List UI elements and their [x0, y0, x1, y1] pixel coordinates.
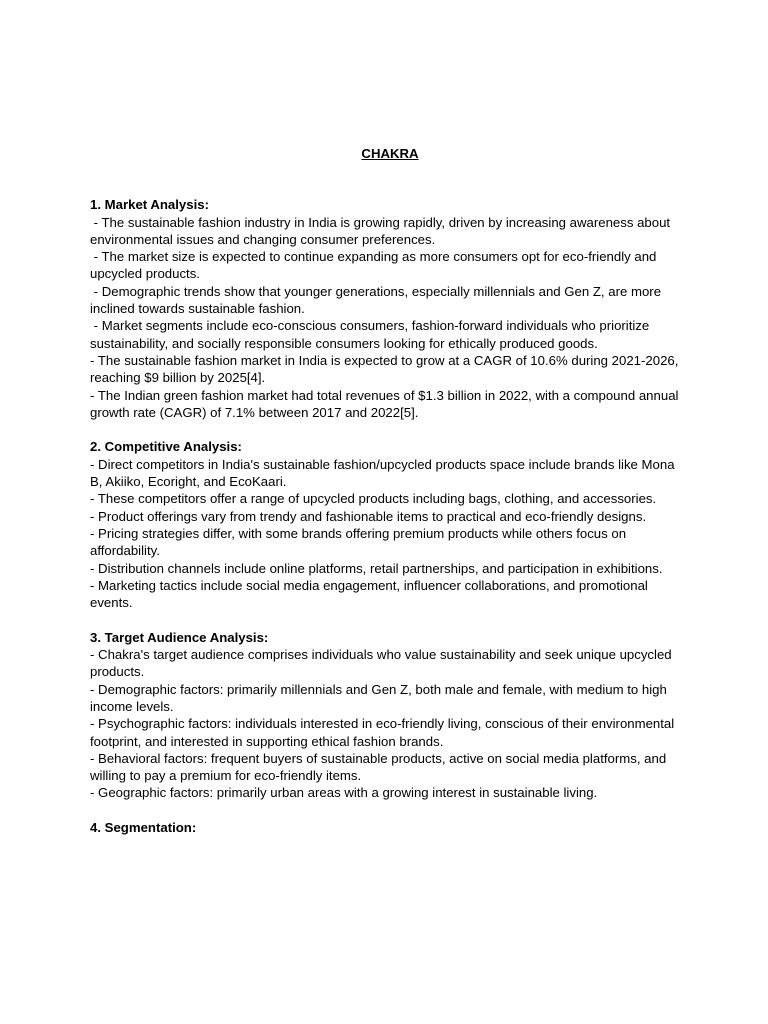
list-item: - Psychographic factors: individuals interested in eco-friendly living, conscious of their environmental footprint, and interested in supporting ethical fashion brands.: [90, 716, 678, 749]
list-item: - The market size is expected to continue expanding as more consumers opt for eco-friendly and upcycled products.: [90, 249, 661, 282]
list-item: - Demographic factors: primarily millennials and Gen Z, both male and female, with medium to high income levels.: [90, 681, 671, 714]
section-target-audience-analysis: [90, 629, 690, 802]
list-item: - Demographic trends show that younger generations, especially millennials and Gen Z, are more inclined towards sustainable fashion.: [90, 283, 665, 317]
section-heading: 1. Market Analysis:: [90, 197, 209, 213]
list-item: - Geographic factors: primarily urban areas with a growing interest in sustainable living.: [90, 785, 598, 801]
section-competitive-analysis: [90, 438, 690, 611]
document-page: [90, 145, 690, 854]
list-item: - These competitors offer a range of upcycled products including bags, clothing, and accessories.: [90, 491, 657, 507]
list-item: - Chakra's target audience comprises individuals who value sustainability and seek unique upcycled products.: [90, 647, 676, 680]
list-item: - Product offerings vary from trendy and fashionable items to practical and eco-friendly designs.: [90, 508, 647, 524]
section-market-analysis: [90, 196, 690, 421]
section-heading: 3. Target Audience Analysis:: [90, 629, 269, 645]
list-item: - The Indian green fashion market had total revenues of $1.3 billion in 2022, with a compound annual growth rate (CAGR) of 7.1% between 2017 and 2022[5].: [90, 387, 683, 420]
list-item: - Pricing strategies differ, with some brands offering premium products while others focus on affordability.: [90, 525, 630, 559]
list-item: - The sustainable fashion industry in India is growing rapidly, driven by increasing awareness about environmental issues and changing consumer preferences.: [90, 214, 674, 247]
section-segmentation: [90, 819, 690, 836]
list-item: - Direct competitors in India's sustainable fashion/upcycled products space include brands like Mona B, Akiiko, Ecoright, and EcoKaari.: [90, 456, 679, 490]
list-item: - The sustainable fashion market in India is expected to grow at a CAGR of 10.6% during 2021-2026, reaching $9 billion by 2025[4].: [90, 352, 683, 386]
list-item: - Behavioral factors: frequent buyers of sustainable products, active on social media platforms, and willing to pay a premium for eco-friendly items.: [90, 750, 670, 784]
document-title: CHAKRA: [361, 146, 419, 161]
list-item: - Distribution channels include online platforms, retail partnerships, and participation in exhibitions.: [90, 560, 663, 576]
list-item: - Marketing tactics include social media engagement, influencer collaborations, and promotional events.: [90, 577, 652, 611]
list-item: - Market segments include eco-conscious consumers, fashion-forward individuals who prioritize sustainability, and socially responsible consumers looking for ethically produced goods.: [90, 318, 653, 351]
section-heading: 4. Segmentation:: [90, 819, 197, 835]
section-heading: 2. Competitive Analysis:: [90, 439, 242, 455]
